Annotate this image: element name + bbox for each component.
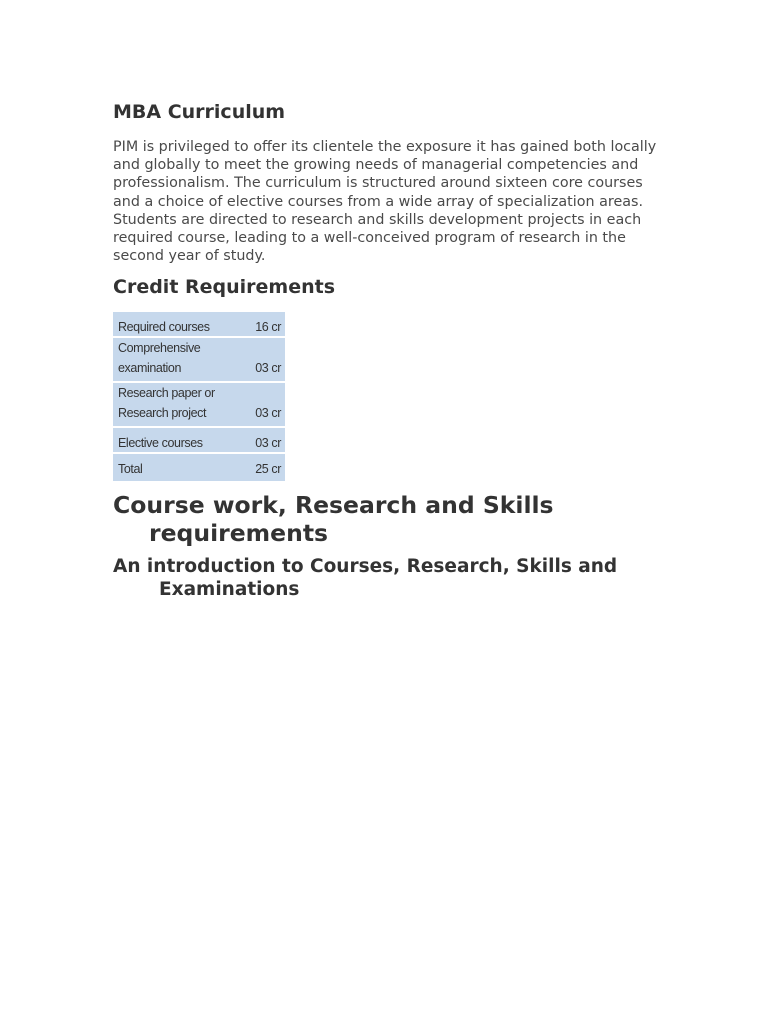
table-row [113, 427, 285, 453]
credit-requirements-heading: Credit Requirements [113, 276, 336, 298]
intro-paragraph: PIM is privileged to offer its clientele the exposure it has gained both locally and globally to meet the growing needs of managerial competencies and professionalism. The curriculum is structured around sixteen core courses and a choice of elective courses from a wide array of specialization areas. Students are directed to research and skills development projects in each required course, leading to a well-conceived program of research in the second year of study. [113, 139, 657, 265]
table-row [113, 382, 285, 427]
credit-label: Required courses [113, 312, 236, 337]
credit-label: Comprehensive examination [113, 337, 236, 382]
credit-label: Research paper or Research project [113, 382, 236, 427]
table-row [113, 453, 285, 480]
credit-amount: 03 cr [236, 337, 285, 382]
introduction-subheading-line2: Examinations [159, 578, 300, 600]
credit-label: Total [113, 453, 236, 480]
coursework-heading [113, 491, 613, 547]
introduction-subheading [113, 556, 673, 601]
credit-amount: 16 cr [236, 312, 285, 337]
table-row [113, 337, 285, 382]
table-row [113, 312, 285, 337]
credit-amount: 03 cr [236, 427, 285, 453]
credit-amount: 25 cr [236, 453, 285, 480]
credit-amount: 03 cr [236, 382, 285, 427]
coursework-heading-line1: Course work, Research and Skills [113, 491, 554, 519]
coursework-heading-line2: requirements [149, 519, 329, 547]
credit-requirements-table [113, 312, 285, 481]
mba-curriculum-heading: MBA Curriculum [113, 101, 286, 123]
introduction-subheading-line1: An introduction to Courses, Research, Skills and [113, 556, 618, 577]
credit-label: Elective courses [113, 427, 236, 453]
